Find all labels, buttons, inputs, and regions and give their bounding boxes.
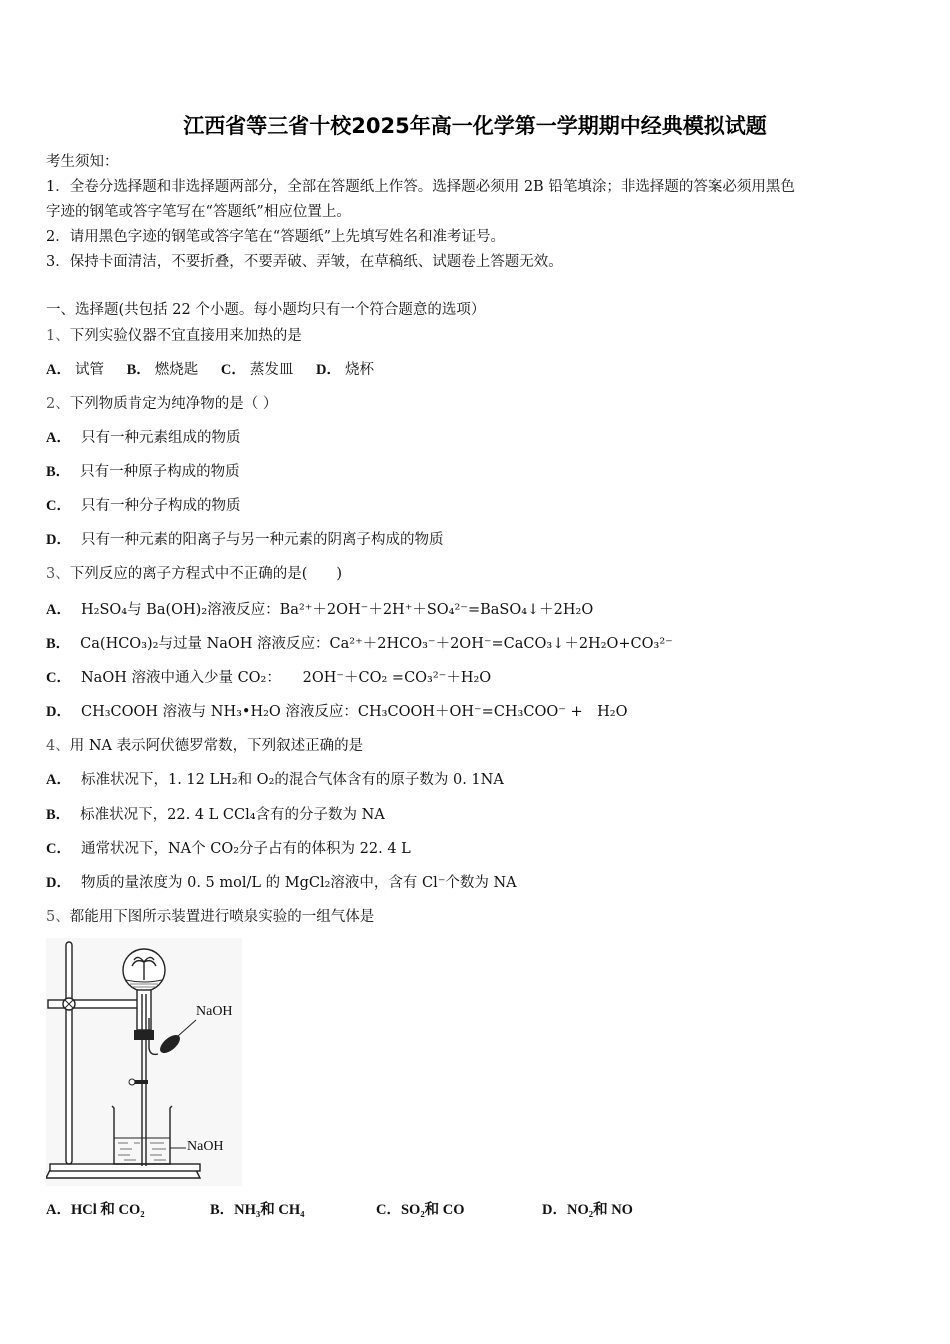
section-heading: 一、选择题(共包括 22 个小题。每小题均只有一个符合题意的选项） bbox=[46, 302, 486, 318]
question-1 bbox=[46, 326, 302, 346]
option-a[interactable]: A． 只有一种元素组成的物质 bbox=[46, 430, 241, 446]
option-c[interactable]: C． NaOH 溶液中通入少量 CO₂： 2OH⁻＋CO₂ =CO₃²⁻＋H₂O bbox=[46, 670, 492, 686]
question-stem: 下列物质肯定为纯净物的是（ ） bbox=[69, 396, 278, 412]
notice-item-2: 2．请用黑色字迹的钢笔或答字笔在“答题纸”上先填写姓名和准考证号。 bbox=[46, 229, 506, 245]
option-d[interactable]: D．NO₂和 NO bbox=[542, 1202, 633, 1218]
notice-item-1: 1．全卷分选择题和非选择题两部分，全部在答题纸上作答。选择题必须用 2B 铅笔填涂；非选择题的答案必须用黑色 bbox=[46, 179, 795, 195]
option-c[interactable]: C． 蒸发皿 bbox=[220, 362, 294, 378]
option-d[interactable]: D． 只有一种元素的阳离子与另一种元素的阴离子构成的物质 bbox=[46, 532, 444, 548]
question-number: 5、 bbox=[46, 909, 70, 925]
option-a[interactable]: A． H₂SO₄与 Ba(OH)₂溶液反应：Ba²⁺＋2OH⁻＋2H⁺＋SO₄²⁻=BaSO₄↓＋2H₂O bbox=[46, 602, 594, 618]
option-c[interactable]: C． 通常状况下，NA个 CO₂分子占有的体积为 22. 4 L bbox=[46, 841, 411, 857]
question-5 bbox=[46, 907, 374, 927]
option-a[interactable]: A． 试管 bbox=[46, 362, 104, 378]
question-number: 2、 bbox=[46, 396, 70, 412]
naoh-dropper-label: NaOH bbox=[196, 1004, 233, 1019]
option-c[interactable]: C．SO₂和 CO bbox=[376, 1202, 465, 1218]
option-d[interactable]: D． 烧杯 bbox=[315, 362, 374, 378]
option-d[interactable]: D． 物质的量浓度为 0. 5 mol/L 的 MgCl₂溶液中，含有 Cl⁻个数为 NA bbox=[46, 875, 517, 891]
option-b[interactable]: B． 燃烧匙 bbox=[126, 362, 199, 378]
question-2 bbox=[46, 394, 277, 414]
option-d[interactable]: D． CH₃COOH 溶液与 NH₃•H₂O 溶液反应：CH₃COOH＋OH⁻=CH₃COO⁻ + H₂O bbox=[46, 704, 628, 720]
notice-item-3: 3．保持卡面清洁，不要折叠，不要弄破、弄皱，在草稿纸、试题卷上答题无效。 bbox=[46, 254, 563, 270]
question-4 bbox=[46, 736, 363, 756]
question-stem: 下列实验仪器不宜直接用来加热的是 bbox=[69, 328, 302, 344]
option-a[interactable]: A．HCl 和 CO₂ bbox=[46, 1202, 145, 1218]
notice-item-1-cont: 字迹的钢笔或答字笔写在“答题纸”相应位置上。 bbox=[46, 204, 351, 220]
question-number: 4、 bbox=[46, 738, 70, 754]
question-stem: 用 NA 表示阿伏德罗常数，下列叙述正确的是 bbox=[69, 738, 364, 754]
question-3 bbox=[46, 564, 342, 584]
option-a[interactable]: A． 标准状况下，1. 12 LH₂和 O₂的混合气体含有的原子数为 0. 1NA bbox=[46, 772, 504, 788]
option-c[interactable]: C． 只有一种分子构成的物质 bbox=[46, 498, 241, 514]
question-1-options bbox=[46, 360, 374, 380]
question-number: 1、 bbox=[46, 328, 70, 344]
question-number: 3、 bbox=[46, 566, 70, 582]
option-b[interactable]: B． Ca(HCO₃)₂与过量 NaOH 溶液反应：Ca²⁺＋2HCO₃⁻＋2OH⁻=CaCO₃↓＋2H₂O+CO₃²⁻ bbox=[46, 636, 673, 652]
question-stem: 下列反应的离子方程式中不正确的是( ) bbox=[69, 566, 343, 582]
page-title: 江西省等三省十校2025年高一化学第一学期期中经典模拟试题 bbox=[183, 114, 767, 138]
option-b[interactable]: B．NH₃和 CH₄ bbox=[210, 1202, 305, 1218]
notice-heading: 考生须知： bbox=[46, 154, 119, 170]
option-b[interactable]: B． 只有一种原子构成的物质 bbox=[46, 464, 240, 480]
naoh-beaker-label: NaOH bbox=[187, 1139, 224, 1154]
question-stem: 都能用下图所示装置进行喷泉实验的一组气体是 bbox=[69, 909, 375, 925]
fountain-apparatus-figure bbox=[46, 938, 242, 1186]
option-b[interactable]: B． 标准状况下，22. 4 L CCl₄含有的分子数为 NA bbox=[46, 807, 385, 823]
